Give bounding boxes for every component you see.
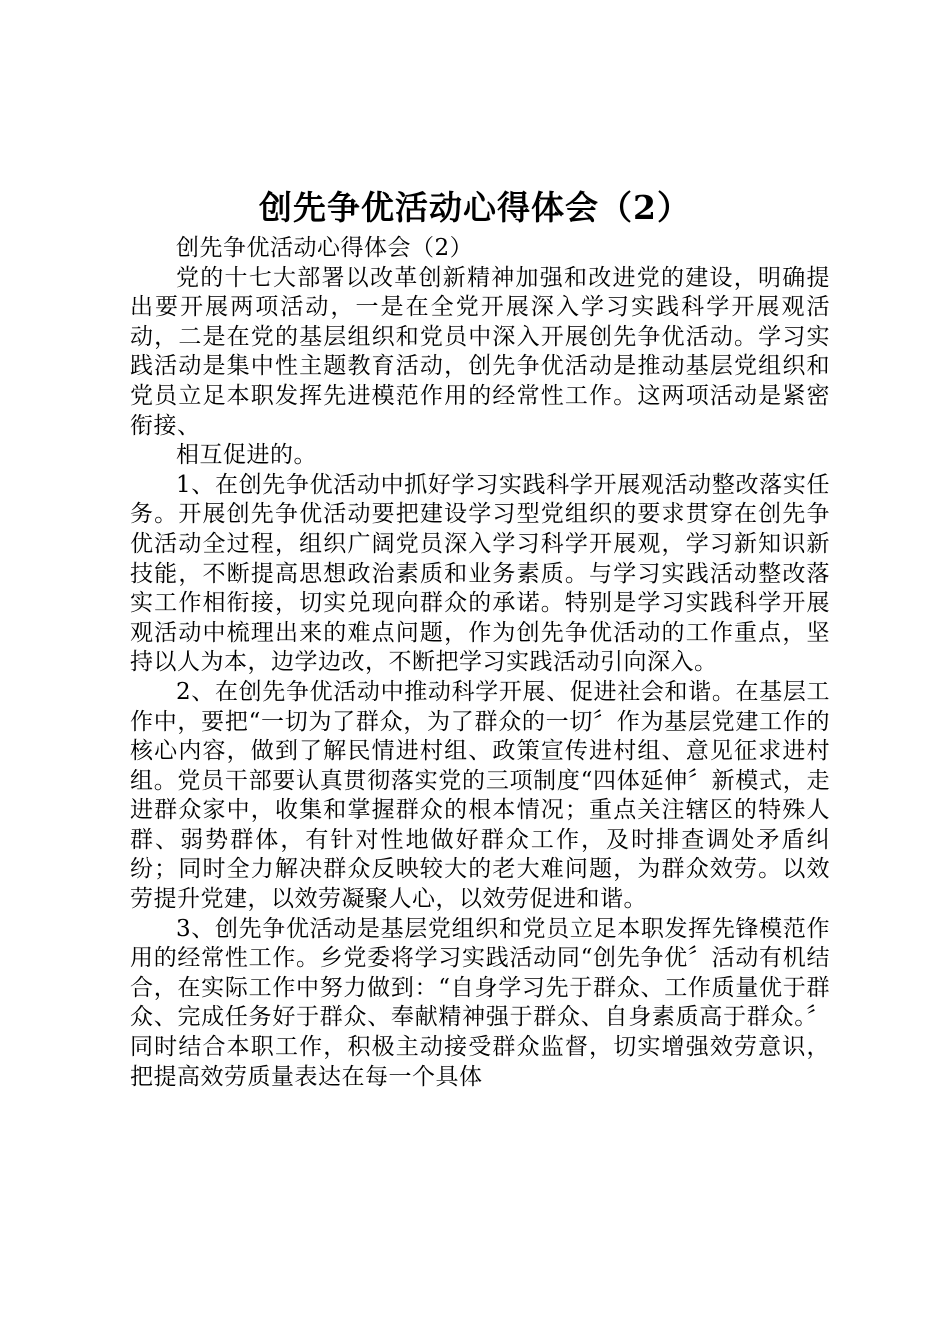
paragraph-point-1: 1、在创先争优活动中抓好学习实践科学开展观活动整改落实任务。开展创先争优活动要把建设学习型党组织的要求贯穿在创先争优活动全过程，组织广阔党员深入学习科学开展观，学习新知识新技能，不断提高思想政治素质和业务素质。与学习实践活动整改落实工作相衔接，切实兑现向群众的承诺。特别是学习实践科学开展观活动中梳理出来的难点问题，作为创先争优活动的工作重点，坚持以人为本，边学边改，不断把学习实践活动引向深入。 (130, 471, 830, 676)
paragraph-point-3: 3、创先争优活动是基层党组织和党员立足本职发挥先锋模范作用的经常性工作。乡党委将学习实践活动同“创先争优〞活动有机结合，在实际工作中努力做到：“自身学习先于群众、工作质量优于群众、完成任务好于群众、奉献精神强于群众、自身素质高于群众。〞同时结合本职工作，积极主动接受群众监督，切实增强效劳意识，把提高效劳质量表达在每一个具体 (130, 915, 830, 1090)
paragraph-intro: 党的十七大部署以改革创新精神加强和改进党的建设，明确提出要开展两项活动，一是在全党开展深入学习实践科学开展观活动，二是在党的基层组织和党员中深入开展创先争优活动。学习实践活动是集中性主题教育活动，创先争优活动是推动基层党组织和党员立足本职发挥先进模范作用的经常性工作。这两项活动是紧密衔接、 (130, 264, 830, 439)
document-body (130, 234, 830, 1092)
paragraph-intro-continuation: 相互促进的。 (176, 442, 317, 469)
paragraph-subtitle: 创先争优活动心得体会（2） (176, 235, 474, 261)
document-title: 创先争优活动心得体会（2） (259, 188, 691, 227)
paragraph-point-2: 2、在创先争优活动中推动科学开展、促进社会和谐。在基层工作中，要把“一切为了群众，为了群众的一切〞作为基层党建工作的核心内容，做到了解民情进村组、政策宣传进村组、意见征求进村组。党员干部要认真贯彻落实党的三项制度“四体延伸〞新模式，走进群众家中，收集和掌握群众的根本情况；重点关注辖区的特殊人群、弱势群体，有针对性地做好群众工作，及时排查调处矛盾纠纷；同时全力解决群众反映较大的老大难问题，为群众效劳。以效劳提升党建，以效劳凝聚人心，以效劳促进和谐。 (130, 678, 830, 913)
